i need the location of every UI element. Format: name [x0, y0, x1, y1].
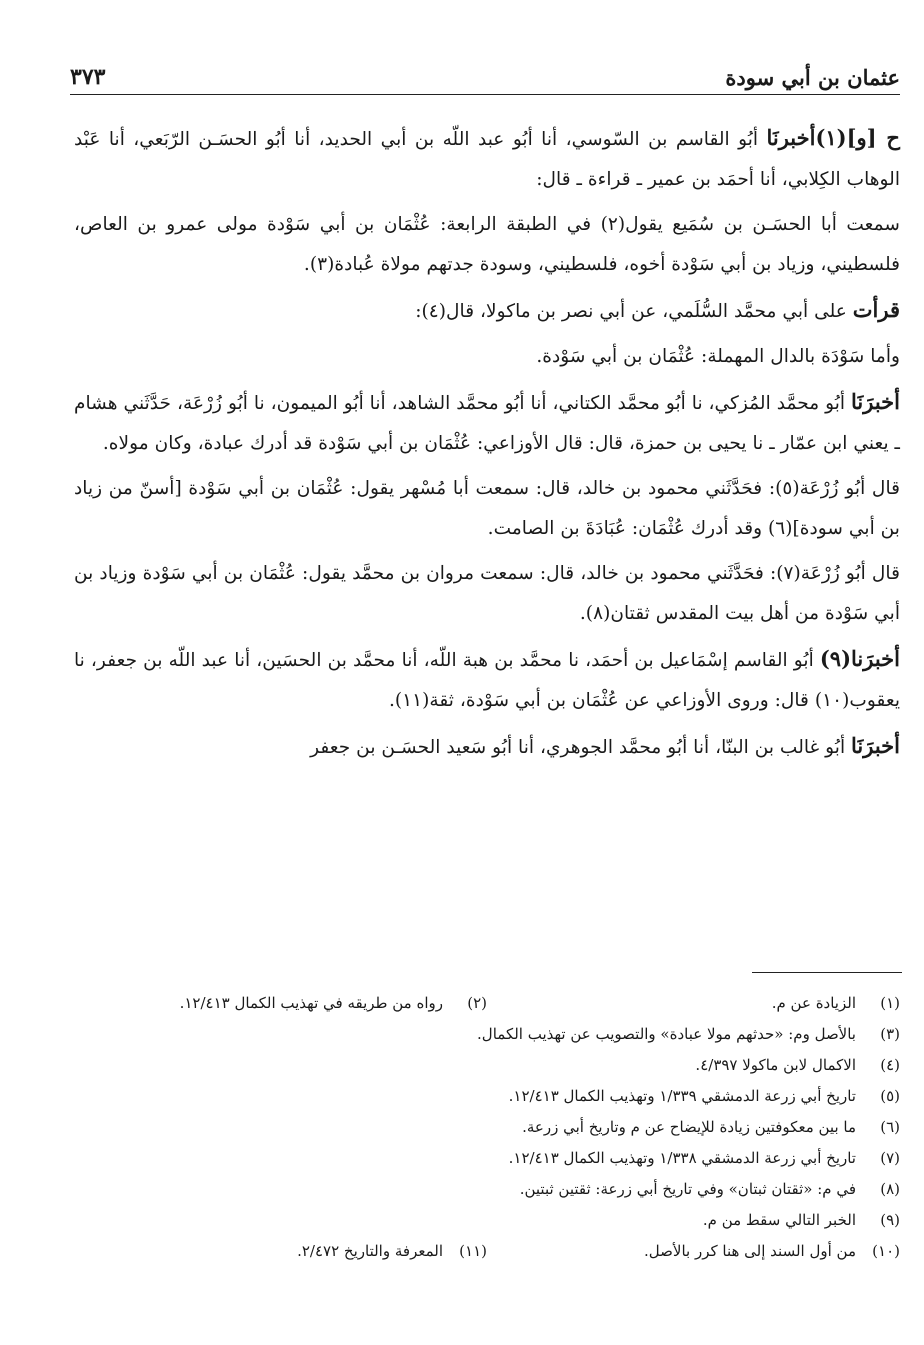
footnote-text: ما بين معكوفتين زيادة للإيضاح عن م وتاريخ أبي زرعة.	[522, 1118, 856, 1136]
paragraph	[74, 639, 900, 721]
paragraph	[74, 205, 900, 285]
footnote	[487, 1236, 900, 1267]
footnote-row	[74, 988, 900, 1019]
footnote-number: (١)	[880, 994, 900, 1012]
footnote-number: (١١)	[459, 1242, 487, 1260]
footnote-text: تاريخ أبي زرعة الدمشقي ١/٣٣٨ وتهذيب الكمال ١٢/٤١٣.	[508, 1149, 856, 1167]
footnote-number: (٧)	[880, 1149, 900, 1167]
paragraph-text: أبُو غالب بن البنّا، أنا أبُو محمَّد الجوهري، أنا أبُو سَعيد الحسَـن بن جعفر	[310, 737, 852, 758]
footnote-text: تاريخ أبي زرعة الدمشقي ١/٣٣٩ وتهذيب الكمال ١٢/٤١٣.	[508, 1087, 856, 1105]
paragraph-lead: قرأت	[852, 297, 900, 322]
footnote	[74, 1050, 900, 1081]
footnote-number: (١٠)	[872, 1242, 900, 1260]
footnote	[74, 1205, 900, 1236]
paragraph-text: أبُو محمَّد المُزكي، نا أبُو محمَّد الكتاني، أنا أبُو محمَّد الشاهد، أنا أبُو الميمون، نا أبُو زُرْعَة، حَدَّثَني هشام ـ يعني ابن عمّار ـ نا يحيى بن حمزة، قال: قال الأوزاعي: عُثْمَان بن أبي سَوْدة قد أدرك عبادة، وكان مولاه.	[74, 393, 900, 454]
footnote-number: (٥)	[880, 1087, 900, 1105]
paragraph	[74, 382, 900, 464]
paragraph-text: على أبي محمَّد السُّلَمي، عن أبي نصر بن ماكولا، قال(٤):	[415, 301, 853, 322]
running-title: عثمان بن أبي سودة	[725, 65, 900, 90]
paragraph	[74, 337, 900, 377]
footnote-text: الاكمال لابن ماكولا ٤/٣٩٧.	[695, 1056, 856, 1074]
paragraph	[74, 118, 900, 200]
footnote-divider	[752, 972, 902, 973]
footnote-text: من أول السند إلى هنا كرر بالأصل.	[644, 1242, 856, 1260]
footnote-number: (٦)	[880, 1118, 900, 1136]
body-text	[74, 118, 900, 773]
footnote-text: الخبر التالي سقط من م.	[702, 1211, 856, 1229]
paragraph-text: قال أبُو زُرْعَة(٧): فحَدَّثَني محمود بن خالد، قال: سمعت مروان بن محمَّد يقول: عُثْمَان بن أبي سَوْدة وزياد بن أبي سَوْدة من أهل بيت المقدس ثقتان(٨).	[74, 563, 900, 624]
footnote-text: المعرفة والتاريخ ٢/٤٧٢.	[297, 1242, 443, 1260]
footnote	[74, 1081, 900, 1112]
footnote-text: في م: «ثقتان ثبتان» وفي تاريخ أبي زرعة: ثقتين ثبتين.	[519, 1180, 856, 1198]
footnote-number: (٨)	[880, 1180, 900, 1198]
footnote	[74, 1112, 900, 1143]
paragraph	[74, 290, 900, 332]
paragraph-text: أبُو القاسم إسْمَاعيل بن أحمَد، نا محمَّد بن هبة اللّه، أنا محمَّد بن الحسَين، أنا عبد اللّه بن جعفر، نا يعقوب(١٠) قال: وروى الأوزاعي عن عُثْمَان بن أبي سَوْدة، ثقة(١١).	[74, 650, 900, 711]
footnote-text: رواه من طريقه في تهذيب الكمال ١٢/٤١٣.	[179, 994, 443, 1012]
paragraph-lead: أخبرَنَا	[851, 389, 900, 414]
footnotes	[74, 988, 900, 1267]
paragraph-text: قال أبُو زُرْعَة(٥): فحَدَّثَني محمود بن خالد، قال: سمعت أبا مُسْهر يقول: عُثْمَان بن أبي سَوْدة [أسنّ من زياد بن أبي سودة](٦) وقد أدرك عُثْمَان: عُبَادَةَ بن الصامت.	[74, 478, 900, 539]
footnote	[74, 1019, 900, 1050]
footnote	[74, 1143, 900, 1174]
footnote-row	[74, 1236, 900, 1267]
paragraph-text: سمعت أبا الحسَـن بن سُمَيع يقول(٢) في الطبقة الرابعة: عُثْمَان بن أبي سَوْدة مولى عمرو بن العاص، فلسطيني، وزياد بن أبي سَوْدة أخوه، فلسطيني، وسودة جدتهم مولاة عُبادة(٣).	[74, 214, 900, 275]
paragraph-lead: أخبرَنَا	[851, 733, 900, 758]
footnote-number: (٩)	[880, 1211, 900, 1229]
paragraph-lead: أخبرَنا(٩)	[819, 646, 900, 671]
paragraph-text: أبُو القاسم بن السّوسي، أنا أبُو عبد اللّه بن أبي الحديد، أنا أبُو الحسَـن الرّبَعي، أنا عَبْد الوهاب الكِلابي، أنا أحمَد بن عمير ـ قراءة ـ قال:	[74, 129, 900, 190]
paragraph	[74, 726, 900, 768]
footnote-text: بالأصل وم: «حدثهم مولا عبادة» والتصويب عن تهذيب الكمال.	[477, 1025, 856, 1043]
footnote	[74, 988, 487, 1019]
footnote-number: (٤)	[880, 1056, 900, 1074]
paragraph-text: وأما سَوْدَة بالدال المهملة: عُثْمَان بن أبي سَوْدة.	[536, 346, 900, 367]
footnote-number: (٣)	[880, 1025, 900, 1043]
paragraph-lead: ح [و](١)أخبرنَا	[766, 125, 900, 150]
footnote	[74, 1174, 900, 1205]
paragraph	[74, 554, 900, 634]
footnote-number: (٢)	[467, 994, 487, 1012]
paragraph	[74, 469, 900, 549]
footnote	[74, 1236, 487, 1267]
footnote	[487, 988, 900, 1019]
footnote-text: الزيادة عن م.	[771, 994, 856, 1012]
page-number: ٣٧٣	[70, 64, 106, 90]
running-head	[70, 58, 900, 95]
